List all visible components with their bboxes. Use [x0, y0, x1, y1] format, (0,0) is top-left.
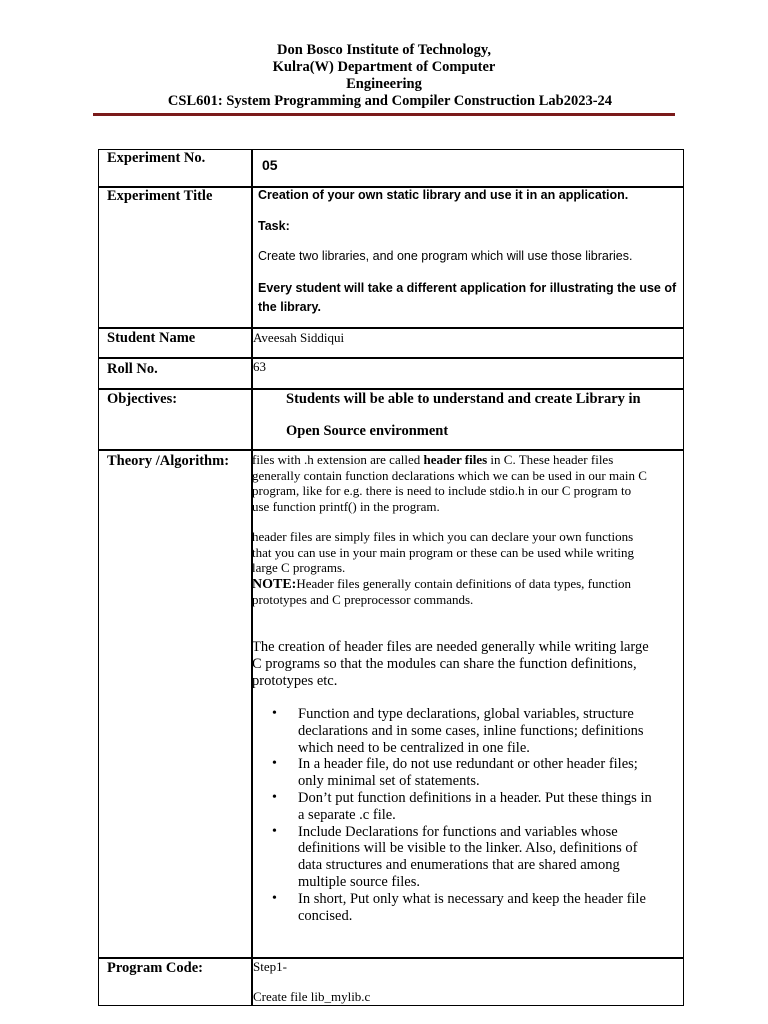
- roll-no-label: Roll No.: [107, 361, 158, 377]
- theory-p2-line-2: that you can use in your main program or these can be used while writing: [252, 544, 634, 560]
- roll-no-value: 63: [253, 359, 266, 374]
- list-item: [268, 790, 678, 824]
- objectives-line-1: Students will be able to understand and create Library in: [286, 391, 641, 407]
- bullet-line: data structures and enumerations that are shared among: [298, 857, 620, 874]
- list-item: [268, 824, 678, 891]
- theory-p2-line-1: header files are simply files in which you can declare your own functions: [252, 529, 634, 544]
- row-divider: [98, 388, 684, 390]
- bullet-line: • Function and type declarations, global variables, structure: [298, 706, 634, 722]
- note-label: NOTE:: [252, 576, 297, 592]
- bullet-line: • In short, Put only what is necessary and keep the header file: [298, 890, 646, 907]
- theory-p1-line-1: [252, 452, 682, 468]
- theory-paragraph-2: [252, 529, 682, 608]
- document-header: [0, 42, 768, 110]
- theory-p1-line-3: program, like for e.g. there is need to include stdio.h in our C program to: [252, 483, 632, 498]
- department-name: Engineering: [346, 76, 422, 92]
- header-files-term: header files: [423, 452, 488, 467]
- experiment-no-label: Experiment No.: [107, 150, 206, 166]
- program-code-step: Step1-: [253, 959, 287, 974]
- institute-name: Don Bosco Institute of Technology,: [277, 42, 491, 58]
- program-code-file: Create file lib_mylib.c: [253, 989, 371, 1004]
- row-divider: [98, 327, 684, 329]
- course-title: CSL601: System Programming and Compiler Construction Lab2023-24: [167, 93, 613, 109]
- note-text: Header files generally contain definitions of data types, function: [296, 575, 631, 591]
- bullet-line: • Include Declarations for functions and variables whose: [298, 823, 618, 840]
- program-code-label: Program Code:: [107, 960, 203, 976]
- bullet-line: • Don’t put function definitions in a header. Put these things in: [298, 789, 652, 806]
- list-item: [268, 756, 678, 790]
- theory-p1-line-4: use function printf() in the program.: [252, 498, 440, 514]
- objectives-line-2: Open Source environment: [286, 423, 449, 439]
- institute-location-dept: Kulra(W) Department of Computer: [272, 59, 496, 75]
- bullet-line: only minimal set of statements.: [298, 773, 480, 790]
- theory-label: Theory /Algorithm:: [107, 453, 230, 469]
- row-divider: [98, 357, 684, 359]
- theory-paragraph-3: [252, 639, 682, 690]
- bullet-line: declarations and in some cases, inline functions; definitions: [298, 722, 644, 739]
- row-divider: [98, 449, 684, 451]
- theory-p1-pre: files with .h extension are called: [252, 452, 424, 467]
- list-item: [268, 706, 678, 756]
- note-line-2: the library.: [258, 300, 321, 314]
- theory-p1-post: in C. These header files: [487, 452, 614, 467]
- task-text: Create two libraries, and one program which will use those libraries.: [258, 249, 633, 263]
- bullet-line: which need to be centralized in one file.: [298, 739, 530, 756]
- experiment-title-label: Experiment Title: [107, 188, 213, 204]
- header-rule: [93, 113, 675, 116]
- objectives-label: Objectives:: [107, 391, 178, 407]
- theory-p3-line-1: The creation of header files are needed generally while writing large: [252, 639, 649, 655]
- student-name-value: Aveesah Siddiqui: [253, 330, 345, 345]
- theory-p3-line-3: prototypes etc.: [252, 673, 338, 689]
- student-name-label: Student Name: [107, 330, 196, 346]
- bullet-line: definitions will be visible to the linker. Also, definitions of: [298, 840, 638, 857]
- row-divider: [98, 957, 684, 959]
- task-label: Task:: [258, 219, 290, 233]
- theory-p3-line-2: C programs so that the modules can share the function definitions,: [252, 656, 637, 672]
- bullet-line: multiple source files.: [298, 873, 421, 890]
- theory-p1-line-2: generally contain function declarations which we can be used in our main C: [252, 467, 647, 483]
- theory-paragraph-1: [252, 452, 682, 514]
- experiment-no-value: 05: [262, 157, 278, 173]
- bullet-line: a separate .c file.: [298, 806, 396, 823]
- bullet-line: concised.: [298, 907, 353, 924]
- experiment-title-value: Creation of your own static library and use it in an application.: [258, 188, 629, 202]
- theory-p2-line-3: large C programs.: [252, 560, 346, 575]
- bullet-line: • In a header file, do not use redundant or other header files;: [298, 756, 638, 773]
- theory-note-line-1: [252, 576, 682, 593]
- theory-note-line-2: prototypes and C preprocessor commands.: [252, 592, 474, 607]
- note-line-1: Every student will take a different application for illustrating the use of: [258, 281, 677, 295]
- theory-bullet-list: [268, 706, 678, 924]
- list-item: [268, 891, 678, 925]
